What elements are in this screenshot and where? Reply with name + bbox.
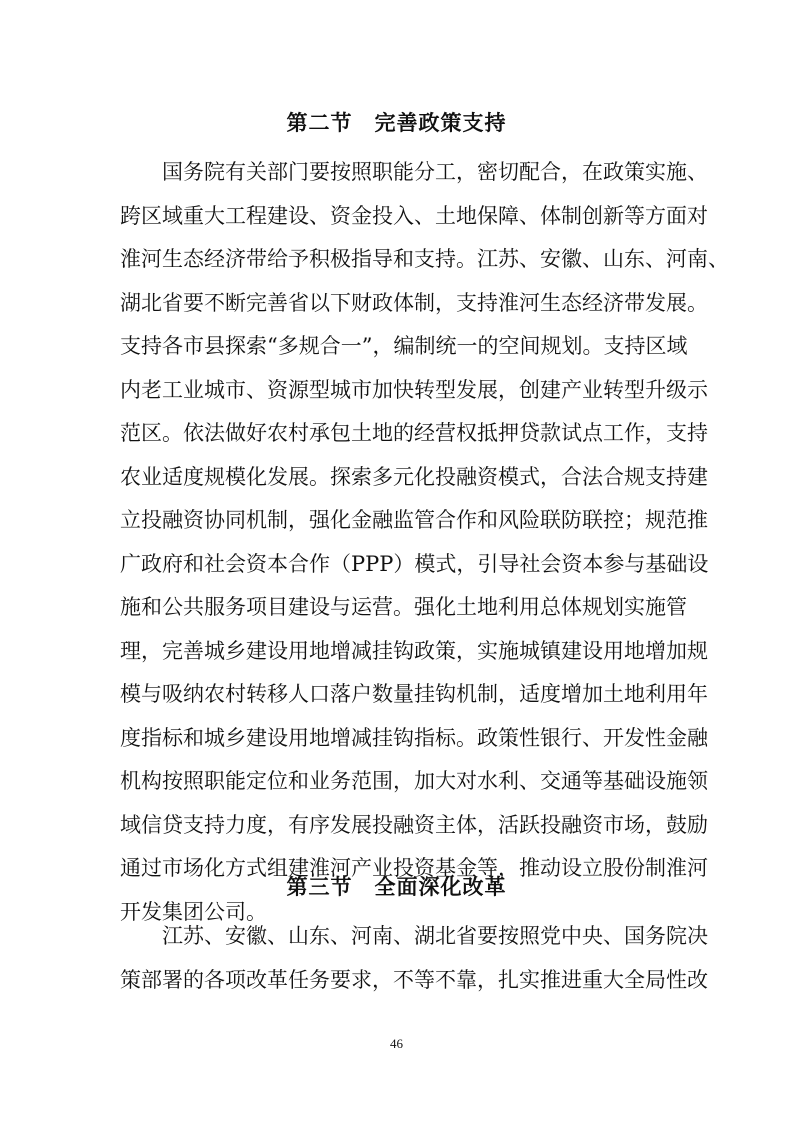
text-line: 湖北省要不断完善省以下财政体制，支持淮河生态经济带发展。 (120, 290, 708, 315)
text-line: 内老工业城市、资源型城市加快转型发展，创建产业转型升级示 (120, 377, 708, 402)
text-line: 支持各市县探索“多规合一”，编制统一的空间规划。支持区域 (120, 334, 688, 358)
section-heading-deepen-reform: 第三节 全面深化改革 (286, 874, 507, 899)
paragraph-deepen-reform (120, 915, 708, 1002)
text-line: 度指标和城乡建设用地增减挂钩指标。政策性银行、开发性金融 (120, 725, 708, 750)
text-line: 开发集团公司。 (120, 899, 267, 924)
text-line: 策部署的各项改革任务要求，不等不靠，扎实推进重大全局性改 (120, 967, 708, 992)
text-line: 施和公共服务项目建设与运营。强化土地利用总体规划实施管 (120, 595, 687, 619)
text-line: 国务院有关部门要按照职能分工，密切配合，在政策实施、 (162, 160, 708, 184)
text-line: 域信贷支持力度，有序发展投融资主体，活跃投融资市场，鼓励 (120, 812, 708, 837)
text-line: 模与吸纳农村转移人口落户数量挂钩机制，适度增加土地利用年 (120, 682, 708, 706)
text-line: 通过市场化方式组建淮河产业投资基金等，推动设立股份制淮河 (120, 856, 708, 880)
page-number: 46 (390, 1036, 403, 1051)
text-line: 范区。依法做好农村承包土地的经营权抵押贷款试点工作，支持 (120, 421, 708, 445)
text-line: 立投融资协同机制，强化金融监管合作和风险联防联控；规范推 (120, 508, 708, 532)
text-line: 江苏、安徽、山东、河南、湖北省要按照党中央、国务院决 (162, 924, 708, 948)
text-line: 广政府和社会资本合作（PPP）模式，引导社会资本参与基础设 (120, 551, 709, 576)
text-line: 机构按照职能定位和业务范围，加大对水利、交通等基础设施领 (120, 769, 708, 793)
section-heading-policy-support: 第二节 完善政策支持 (286, 110, 507, 135)
text-line: 淮河生态经济带给予积极指导和支持。江苏、安徽、山东、河南、 (120, 247, 729, 271)
text-line: 理，完善城乡建设用地增减挂钩政策，实施城镇建设用地增加规 (120, 638, 708, 663)
text-line: 农业适度规模化发展。探索多元化投融资模式，合法合规支持建 (120, 464, 708, 489)
text-line: 跨区域重大工程建设、资金投入、土地保障、体制创新等方面对 (120, 203, 708, 228)
paragraph-policy-support (120, 151, 729, 934)
